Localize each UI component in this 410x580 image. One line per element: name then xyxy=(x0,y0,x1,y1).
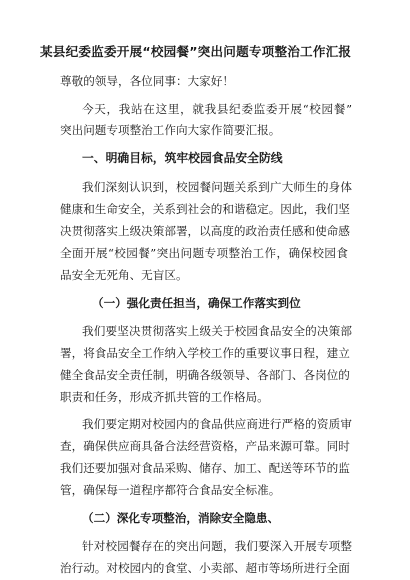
section1-line-2: 健康和生命安全，关系到社会的和谐稳定。因此，我们坚 xyxy=(60,202,350,216)
subsection1-p2-line-1: 我们要定期对校园内的食品供应商进行严格的资质审 xyxy=(82,417,352,431)
section1-line-1: 我们深刻认识到，校园餐问题关系到广大师生的身体 xyxy=(82,180,352,194)
subsection2-heading: （二）深化专项整治，消除安全隐患、 xyxy=(82,511,280,525)
subsection1-p1-line-4: 职责和任务，形成齐抓共管的工作格局。 xyxy=(60,390,269,404)
intro-line-2: 突出问题专项整治工作向大家作简要汇报。 xyxy=(60,123,281,137)
subsection1-p1-line-1: 我们要坚决贯彻落实上级关于校园食品安全的决策部 xyxy=(82,324,352,338)
subsection1-p2-line-2: 查，确保供应商具备合法经营资格，产品来源可靠。同时 xyxy=(60,439,350,453)
section1-line-3: 决贯彻落实上级决策部署，以高度的政治责任感和使命感 xyxy=(60,224,350,238)
subsection1-p2-line-3: 我们还要加强对食品采购、储存、加工、配送等环节的监 xyxy=(60,461,350,475)
subsection1-p1-line-3: 健全食品安全责任制，明确各级领导、各部门、各岗位的 xyxy=(60,368,350,382)
intro-line-1: 今天，我站在这里，就我县纪委监委开展“校园餐” xyxy=(82,102,352,116)
subsection1-heading: （一）强化责任担当，确保工作落实到位 xyxy=(92,296,301,310)
section1-heading: 一、明确目标，筑牢校园食品安全防线 xyxy=(82,151,283,165)
subsection1-p2-line-4: 管，确保每一道程序都符合食品安全标准。 xyxy=(60,483,281,497)
subsection2-line-1: 针对校园餐存在的突出问题，我们要深入开展专项整 xyxy=(82,539,352,553)
subsection1-p1-line-2: 署，将食品安全工作纳入学校工作的重要议事日程，建立 xyxy=(60,346,350,360)
document-title: 某县纪委监委开展“校园餐”突出问题专项整治工作汇报 xyxy=(40,44,352,59)
subsection2-line-2: 治行动。对校园内的食堂、小卖部、超市等场所进行全面 xyxy=(60,561,350,575)
section1-line-5: 品安全无死角、无盲区。 xyxy=(60,268,188,282)
section1-line-4: 全面开展“校园餐”突出问题专项整治工作，确保校园食 xyxy=(60,246,348,260)
greeting-line: 尊敬的领导，各位同事：大家好！ xyxy=(60,74,234,88)
